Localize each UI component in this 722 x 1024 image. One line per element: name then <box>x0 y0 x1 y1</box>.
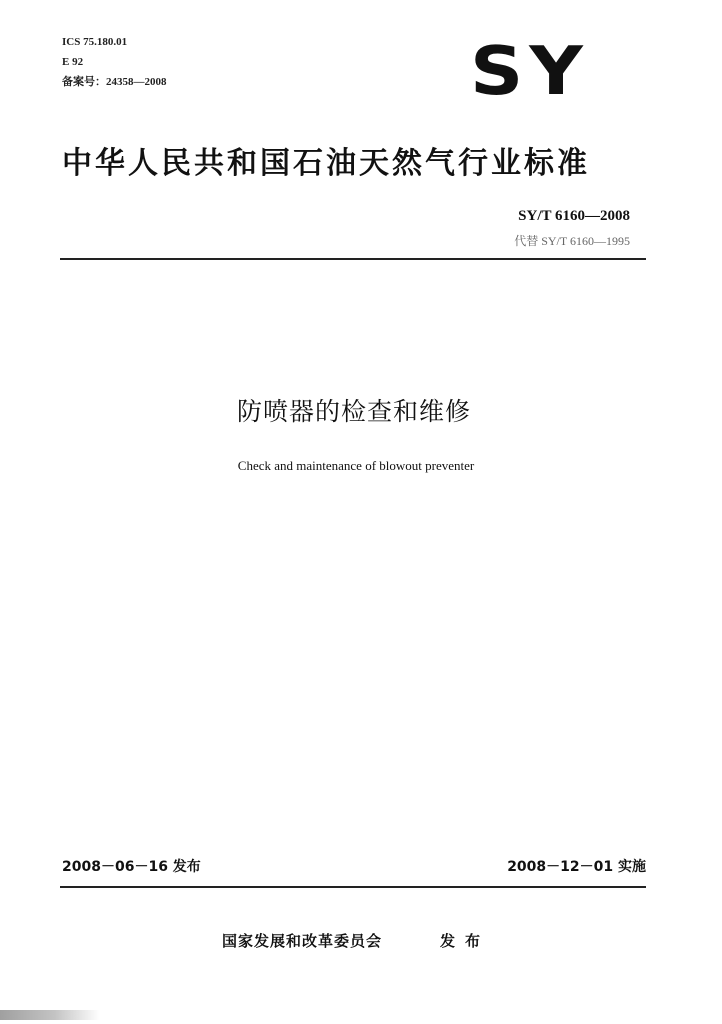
publisher-name: 国家发展和改革委员会 <box>222 932 383 950</box>
document-title-english: Check and maintenance of blowout preventer <box>237 458 475 473</box>
footer-divider <box>60 886 646 888</box>
replaced-standard: 代替 SY/T 6160—1995 <box>514 234 630 248</box>
ics-code: ICS 75.180.01 <box>62 36 128 48</box>
publish-label: 发布 <box>440 932 491 950</box>
organization-title: 中华人民共和国石油天然气行业标准 <box>62 146 590 181</box>
sy-logo: SY <box>470 32 589 110</box>
classification-code: E 92 <box>62 56 84 68</box>
header-divider <box>60 258 646 260</box>
implementation-date: 2008－12－01 实施 <box>507 859 646 875</box>
issue-date: 2008－06－16 发布 <box>62 859 201 875</box>
document-title-chinese: 防喷器的检查和维修 <box>236 397 471 426</box>
record-number: 备案号：24358—2008 <box>62 76 167 88</box>
document-metadata <box>62 32 167 92</box>
standard-number: SY/T 6160—2008 <box>518 208 630 224</box>
scan-artifact <box>0 1010 100 1020</box>
